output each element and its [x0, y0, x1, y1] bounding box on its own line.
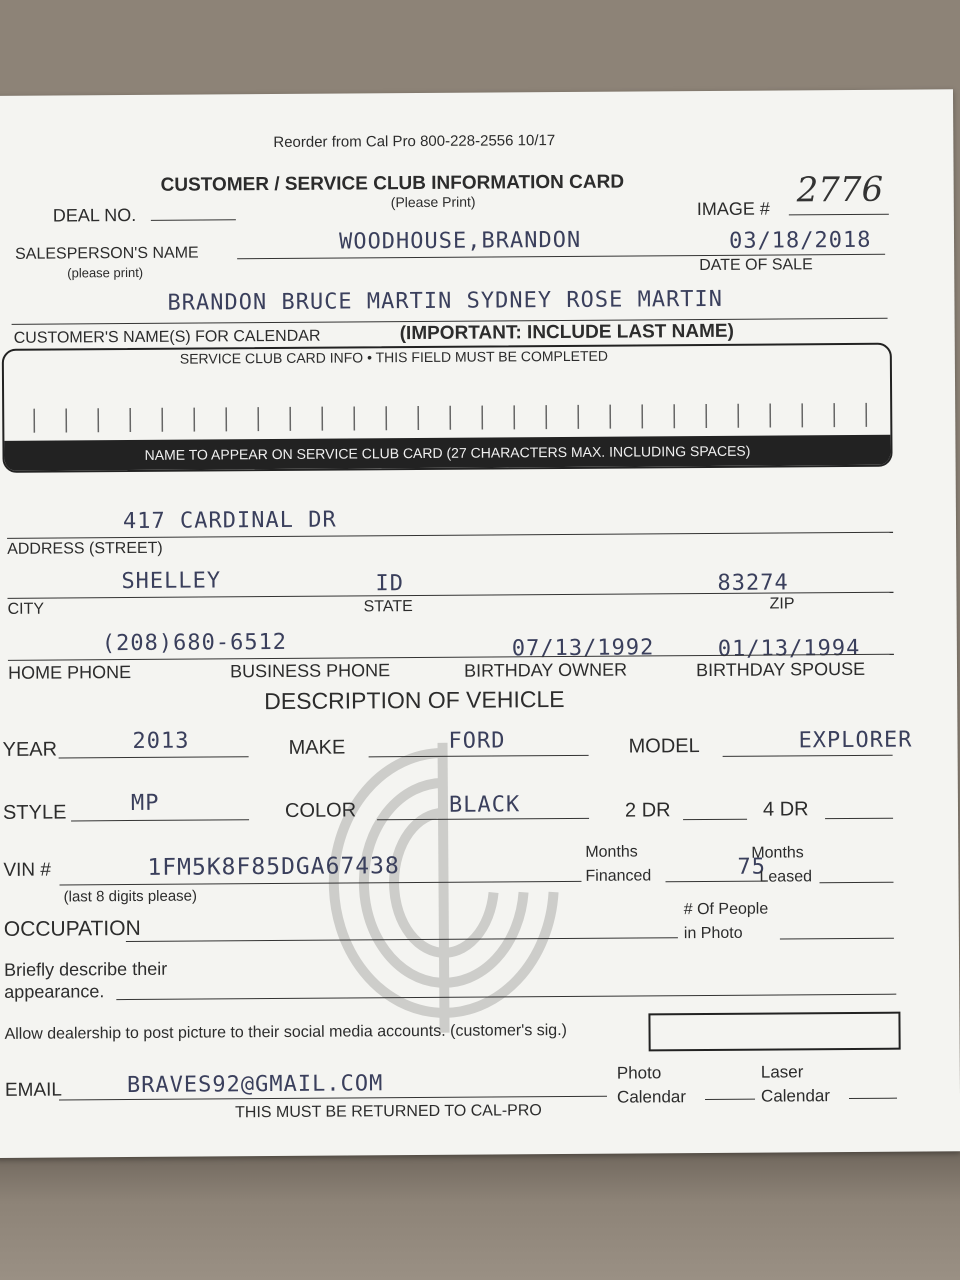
state-label: STATE: [363, 598, 413, 616]
image-no-value[interactable]: 2776: [796, 169, 884, 211]
style-label: STYLE: [2, 801, 67, 824]
months-leased-field[interactable]: [820, 882, 894, 884]
zip-value[interactable]: 83274: [717, 570, 789, 596]
model-value[interactable]: EXPLORER: [798, 727, 913, 754]
state-value[interactable]: ID: [375, 571, 405, 597]
date-of-sale-value[interactable]: 03/18/2018: [728, 227, 872, 254]
people-in-photo-label-1: # Of People: [683, 900, 769, 919]
birthday-owner-value[interactable]: 07/13/1992: [511, 635, 655, 662]
months-leased-label-2: Leased: [759, 868, 813, 886]
deal-no-label: DEAL NO.: [52, 204, 137, 226]
people-in-photo-label-2: in Photo: [683, 924, 743, 943]
reorder-note: Reorder from Cal Pro 800-228-2556 10/17: [273, 132, 556, 152]
make-label: MAKE: [288, 736, 346, 759]
home-phone-label: HOME PHONE: [7, 662, 132, 683]
birthday-owner-label: BIRTHDAY OWNER: [463, 659, 628, 681]
months-financed-value[interactable]: 75: [737, 854, 766, 880]
email-value[interactable]: BRAVES92@GMAIL.COM: [126, 1071, 384, 1099]
city-value[interactable]: SHELLEY: [121, 568, 222, 595]
salesperson-value[interactable]: WOODHOUSE,BRANDON: [338, 227, 582, 255]
address-value[interactable]: 417 CARDINAL DR: [122, 507, 337, 535]
customer-names-value[interactable]: BRANDON BRUCE MARTIN SYDNEY ROSE MARTIN: [167, 286, 724, 316]
deal-no-field[interactable]: [151, 219, 236, 221]
please-print-note: (Please Print): [390, 193, 476, 211]
four-dr-field[interactable]: [825, 818, 893, 819]
salesperson-label: SALESPERSON'S NAME: [15, 244, 199, 263]
service-club-header: SERVICE CLUB CARD INFO • THIS FIELD MUST BE COMPLETED: [179, 347, 608, 367]
months-leased-label-1: Months: [751, 844, 804, 862]
laser-calendar-label-1: Laser: [760, 1062, 804, 1082]
important-note: (IMPORTANT: INCLUDE LAST NAME): [399, 320, 734, 345]
birthday-spouse-label: BIRTHDAY SPOUSE: [695, 658, 866, 681]
home-phone-value[interactable]: (208)680-6512: [101, 629, 288, 657]
photo-calendar-label-1: Photo: [616, 1063, 662, 1083]
model-line: [723, 755, 893, 757]
photo-calendar-label-2: Calendar: [616, 1087, 687, 1107]
information-card: [0, 89, 960, 1158]
year-line: [59, 756, 249, 758]
two-dr-label: 2 DR: [624, 799, 671, 822]
laser-calendar-label-2: Calendar: [760, 1086, 831, 1106]
occupation-label: OCCUPATION: [3, 916, 141, 941]
email-label: EMAIL: [4, 1079, 63, 1101]
image-no-line: [789, 214, 889, 216]
date-of-sale-label: DATE OF SALE: [699, 256, 813, 275]
city-label: CITY: [7, 600, 45, 618]
make-value[interactable]: FORD: [448, 728, 506, 754]
zip-label: ZIP: [769, 595, 795, 613]
color-label: COLOR: [284, 799, 357, 822]
address-label: ADDRESS (STREET): [7, 539, 163, 558]
appearance-label-2: appearance.: [4, 981, 105, 1002]
laser-calendar-field[interactable]: [849, 1098, 897, 1099]
birthday-spouse-value[interactable]: 01/13/1994: [717, 635, 861, 662]
months-financed-line: [665, 881, 765, 883]
desk-surface: [0, 1150, 960, 1280]
photo-calendar-field[interactable]: [705, 1099, 755, 1100]
vin-value[interactable]: 1FM5K8F85DGA67438: [147, 853, 400, 881]
year-label: YEAR: [2, 738, 58, 761]
style-line: [71, 819, 249, 821]
form-title: CUSTOMER / SERVICE CLUB INFORMATION CARD: [160, 171, 625, 196]
model-label: MODEL: [628, 735, 700, 758]
service-club-field[interactable]: [2, 343, 893, 473]
salesperson-sublabel: (please print): [67, 264, 144, 281]
months-financed-label-1: Months: [585, 843, 638, 861]
return-note: THIS MUST BE RETURNED TO CAL-PRO: [235, 1102, 542, 1122]
image-no-label: IMAGE #: [696, 198, 770, 220]
people-in-photo-field[interactable]: [780, 938, 894, 940]
social-media-label: Allow dealership to post picture to their social media accounts. (customer's sig.): [4, 1021, 568, 1043]
year-value[interactable]: 2013: [132, 728, 190, 755]
social-media-signature-box[interactable]: [648, 1012, 900, 1052]
service-club-footer: NAME TO APPEAR ON SERVICE CLUB CARD (27 CHARACTERS MAX. INCLUDING SPACES): [4, 435, 890, 471]
vehicle-heading: DESCRIPTION OF VEHICLE: [264, 685, 565, 715]
appearance-label-1: Briefly describe their: [4, 958, 168, 980]
vin-sublabel: (last 8 digits please): [63, 887, 198, 906]
color-value[interactable]: BLACK: [448, 792, 521, 818]
months-financed-label-2: Financed: [585, 867, 652, 885]
two-dr-field[interactable]: [683, 819, 747, 820]
style-value[interactable]: MP: [130, 790, 160, 817]
four-dr-label: 4 DR: [762, 798, 809, 821]
customer-names-label: CUSTOMER'S NAME(S) FOR CALENDAR: [13, 327, 321, 347]
business-phone-label: BUSINESS PHONE: [229, 660, 391, 682]
vin-label: VIN #: [3, 859, 52, 881]
